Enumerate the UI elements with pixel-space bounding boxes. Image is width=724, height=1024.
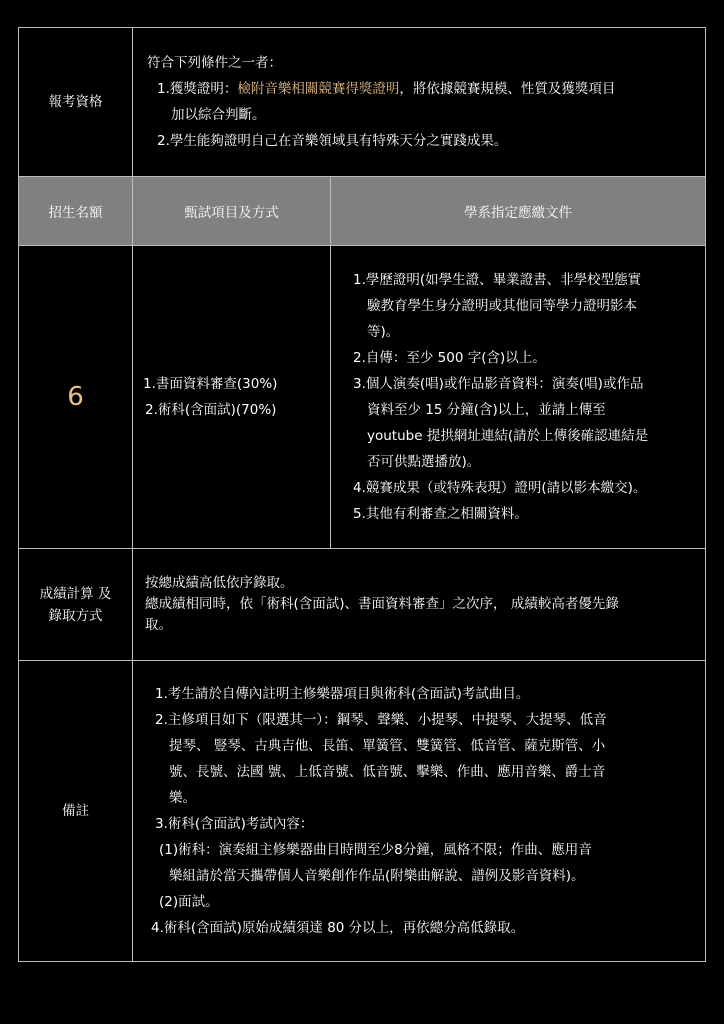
header-row <box>18 176 706 246</box>
main-row <box>18 245 706 549</box>
item1-prefix: 1.獲獎證明： <box>157 81 238 97</box>
notes-line: 樂。 <box>169 790 196 806</box>
doc-list <box>330 245 706 549</box>
notes-line: 樂組請於當天攜帶個人音樂創作作品(附樂曲解說、譜例及影音資料)。 <box>169 868 585 884</box>
notes-line: 1.考生請於自傳內註明主修樂器項目與術科(含面試)考試曲目。 <box>155 686 530 702</box>
notes-line: 4.術科(含面試)原始成績須達 80 分以上，再依總分高低錄取。 <box>151 920 525 936</box>
notes-content <box>132 660 706 962</box>
eligibility-item-1-cont: 加以綜合判斷。 <box>171 107 266 123</box>
scoring-line: 按總成績高低依序錄取。 <box>145 575 294 591</box>
doc-line: 3.個人演奏(唱)或作品影音資料：演奏(唱)或作品 <box>353 376 644 392</box>
doc-line: 等)。 <box>367 324 400 340</box>
notes-line: 提琴、 豎琴、古典吉他、長笛、單簧管、雙簧管、低音管、薩克斯管、小 <box>169 738 606 754</box>
eligibility-intro: 符合下列條件之一者： <box>147 55 282 71</box>
eligibility-content <box>132 27 706 177</box>
doc-line: youtube 提拱網址連結(請於上傳後確認連結是 <box>367 428 649 444</box>
doc-line: 2.自傳：至少 500 字(含)以上。 <box>353 350 546 366</box>
notes-line: 3.術科(含面試)考試內容： <box>155 816 314 832</box>
eligibility-item-1 <box>147 76 695 102</box>
item1-suffix: ，將依據競賽規模、性質及獲獎項目 <box>399 81 616 97</box>
doc-line: 驗教育學生身分證明或其他同等學力證明影本 <box>367 298 637 314</box>
scoring-label-line-2: 錄取方式 <box>48 607 103 624</box>
admission-table <box>18 27 706 962</box>
notes-line: 號、長號、法國 號、上低音號、低音號、擊樂、作曲、應用音樂、爵士音 <box>169 764 606 780</box>
scoring-label-line-1: 成績計算 及 <box>39 585 112 602</box>
doc-line: 5.其他有利審查之相關資料。 <box>353 506 528 522</box>
header-quota: 招生名額 <box>18 176 133 246</box>
exam-item-2: 2.術科(含面試)(70%) <box>145 402 277 418</box>
eligibility-label: 報考資格 <box>18 27 133 177</box>
eligibility-item-2: 2.學生能夠證明自己在音樂領域具有特殊天分之實踐成果。 <box>157 133 508 149</box>
eligibility-row <box>18 27 706 177</box>
notes-label: 備註 <box>18 660 133 962</box>
item1-highlight: 檢附音樂相關競賽得獎證明 <box>237 81 400 97</box>
scoring-row <box>18 548 706 661</box>
scoring-label <box>18 548 133 661</box>
quota-value: 6 <box>18 245 133 549</box>
notes-row <box>18 660 706 962</box>
exam-items <box>132 245 331 549</box>
header-exam: 甄試項目及方式 <box>132 176 331 246</box>
notes-line: (2)面試。 <box>159 894 219 910</box>
header-docs: 學系指定應繳文件 <box>330 176 706 246</box>
doc-line: 否可供點選播放)。 <box>367 454 481 470</box>
doc-line: 4.競賽成果（或特殊表現）證明(請以影本繳交)。 <box>353 480 647 496</box>
notes-line: 2.主修項目如下（限選其一）：鋼琴、聲樂、小提琴、中提琴、大提琴、低音 <box>155 712 607 728</box>
scoring-line: 取。 <box>145 617 172 633</box>
doc-line: 1.學歷證明(如學生證、畢業證書、非學校型態實 <box>353 272 642 288</box>
scoring-content <box>132 548 706 661</box>
doc-line: 資料至少 15 分鐘(含)以上，並請上傳至 <box>367 402 606 418</box>
exam-item-1: 1.書面資料審查(30%) <box>143 376 278 392</box>
scoring-line: 總成績相同時，依「術科(含面試)、書面資料審查」之次序， 成績較高者優先錄 <box>145 596 619 612</box>
notes-line: (1)術科：演奏組主修樂器曲目時間至少8分鐘，風格不限；作曲、應用音 <box>159 842 592 858</box>
